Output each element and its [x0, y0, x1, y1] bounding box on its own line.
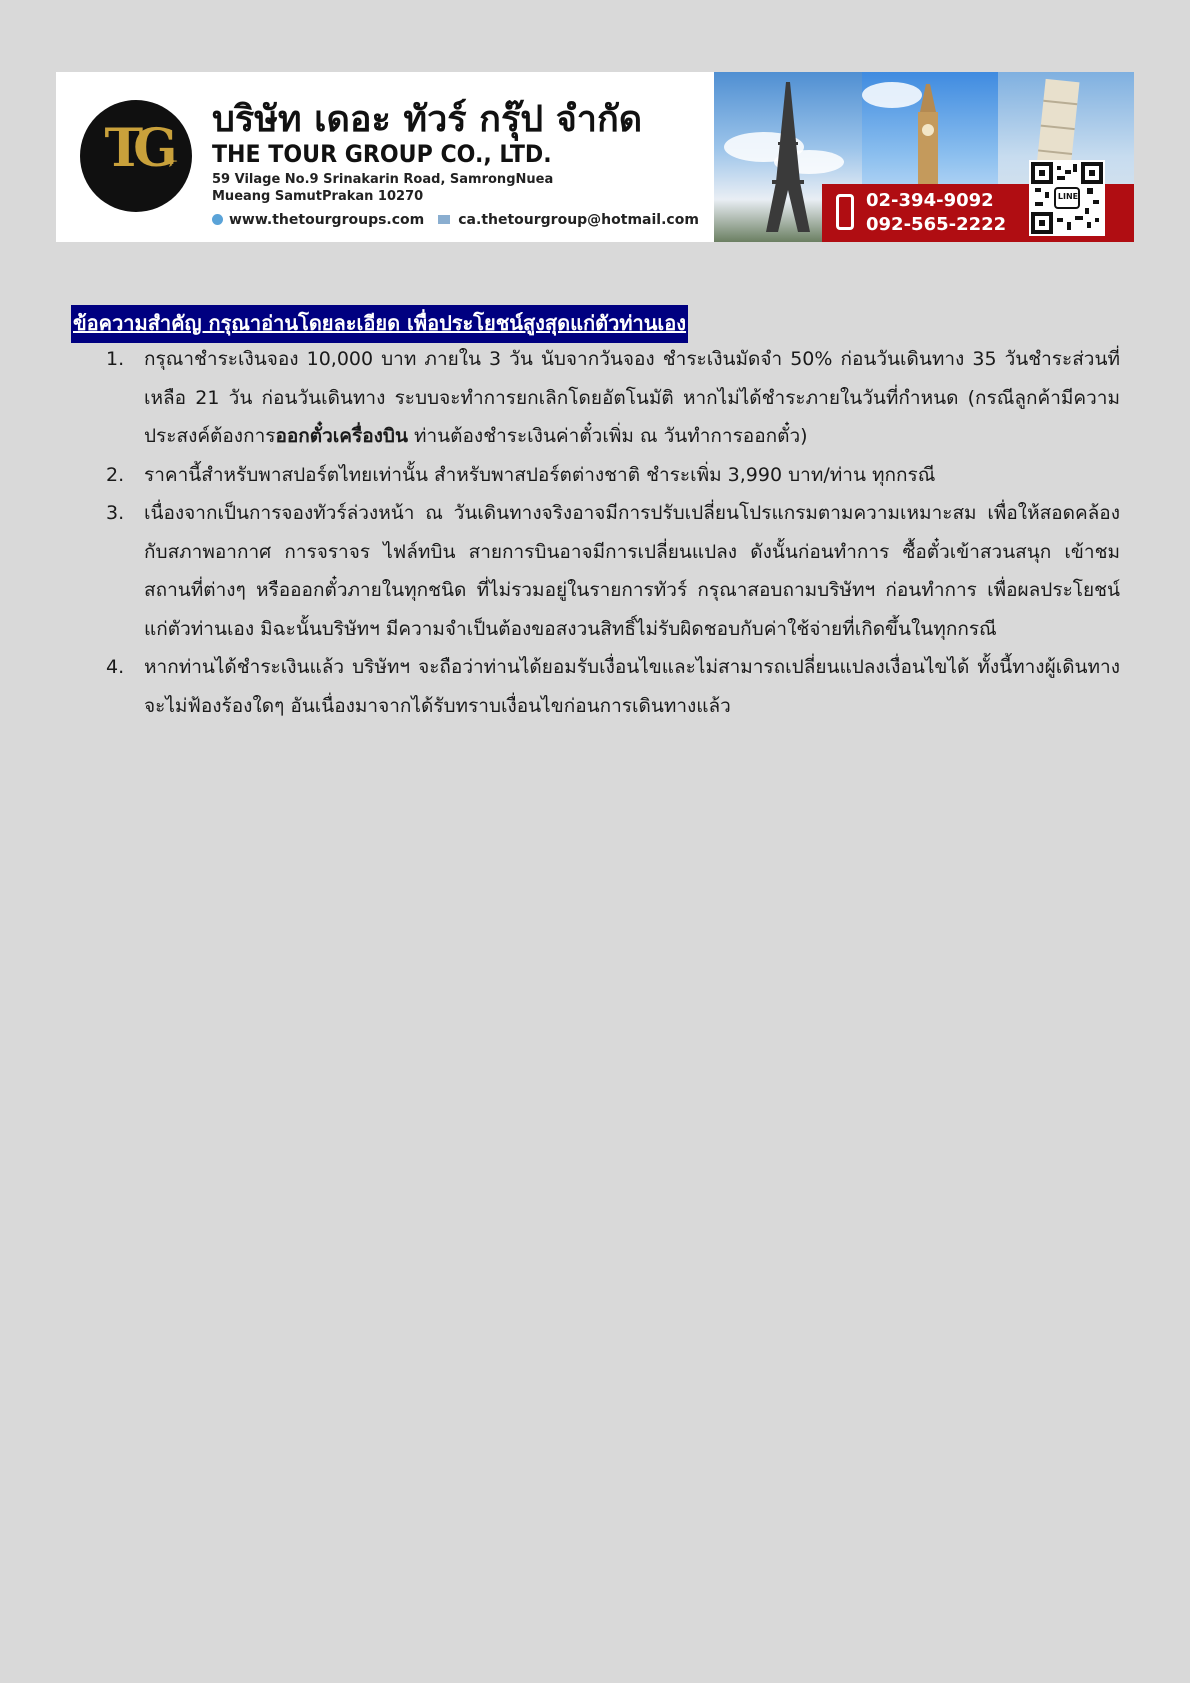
logo-monogram: TG	[104, 118, 168, 179]
notice-text: หากท่านได้ชำระเงินแล้ว บริษัทฯ จะถือว่าท่านได้ยอมรับเงื่อนไขและไม่สามารถเปลี่ยนแปลงเงื่อนไขได้ ทั้งนี้ทางผู้เดินทางจะไม่ฟ้องร้องใดๆ อันเนื่องมาจากได้รับทราบเงื่อนไขก่อนการเดินทางแล้ว	[144, 656, 1120, 717]
notice-item-3	[106, 494, 1120, 648]
address-line-1: 59 Vilage No.9 Srinakarin Road, SamrongNuea	[212, 172, 554, 187]
line-qr-code[interactable]	[1029, 160, 1105, 236]
item-number: 3.	[106, 502, 125, 524]
email-link[interactable]: ca.thetourgroup@hotmail.com	[458, 212, 699, 228]
company-name-thai: บริษัท เดอะ ทัวร์ กรุ๊ป จำกัด	[212, 99, 643, 140]
item-number: 4.	[106, 656, 125, 678]
notice-item-1	[106, 340, 1120, 456]
phone-number-1[interactable]: 02-394-9092	[866, 190, 994, 211]
notice-text-bold: ออกตั๋วเครื่องบิน	[275, 425, 408, 447]
item-number: 1.	[106, 348, 125, 370]
company-header-banner	[56, 72, 1134, 242]
notice-text: เนื่องจากเป็นการจองทัวร์ล่วงหน้า ณ วันเดินทางจริงอาจมีการปรับเปลี่ยนโปรแกรมตามความเหมาะสม เพื่อให้สอดคล้องกับสภาพอากาศ การจราจร ไฟล์ทบิน สายการบินอาจมีการเปลี่ยนแปลง ดังนั้นก่อนทำการ ซื้อตั๋วเข้าสวนสนุก เข้าชมสถานที่ต่างๆ หรือออกตั๋วภายในทุกชนิด ที่ไม่รวมอยู่ในรายการทัวร์ กรุณาสอบถามบริษัทฯ ก่อนทำการ เพื่อผลประโยชน์แก่ตัวท่านเอง มิฉะนั้นบริษัทฯ มีความจำเป็นต้องขอสงวนสิทธิ์ไม่รับผิดชอบกับค่าใช้จ่ายที่เกิดขึ้นในทุกกรณี	[144, 502, 1120, 640]
address-line-2: Mueang SamutPrakan 10270	[212, 189, 424, 204]
globe-icon	[212, 214, 223, 225]
notice-text: กรุณาชำระเงินจอง 10,000 บาท ภายใน 3 วัน นับจากวันจอง ชำระเงินมัดจำ 50% ก่อนวันเดินทาง 35 วันชำระส่วนที่เหลือ 21 วัน ก่อนวันเดินทาง ระบบจะทำการยกเลิกโดยอัตโนมัติ หากไม่ได้ชำระภายในวันที่กำหนด (กรณีลูกค้ามีความประสงค์ต้องการ	[144, 348, 1120, 447]
contact-line	[212, 212, 699, 228]
airplane-icon: ✈	[164, 152, 178, 171]
phone-number-2[interactable]: 092-565-2222	[866, 214, 1007, 235]
mail-icon	[438, 215, 450, 224]
company-name-english: THE TOUR GROUP CO., LTD.	[212, 140, 552, 168]
landmark-photo-strip	[714, 72, 1134, 242]
qr-line-label: LINE	[1057, 192, 1079, 201]
notice-item-4	[106, 648, 1120, 725]
notice-text: ราคานี้สำหรับพาสปอร์ตไทยเท่านั้น สำหรับพาสปอร์ตต่างชาติ ชำระเพิ่ม 3,990 บาท/ท่าน ทุกกรณี	[144, 463, 936, 486]
mobile-phone-icon	[836, 194, 854, 230]
item-number: 2.	[106, 463, 125, 486]
notice-list	[106, 340, 1120, 725]
notice-item-2	[106, 456, 1120, 495]
important-notice-title: ข้อความสำคัญ กรุณาอ่านโดยละเอียด เพื่อประโยชน์สูงสุดแก่ตัวท่านเอง	[71, 305, 688, 343]
company-logo	[80, 100, 192, 212]
website-link[interactable]: www.thetourgroups.com	[229, 212, 425, 228]
notice-text: ท่านต้องชำระเงินค่าตั๋วเพิ่ม ณ วันทำการออกตั๋ว)	[407, 425, 808, 447]
